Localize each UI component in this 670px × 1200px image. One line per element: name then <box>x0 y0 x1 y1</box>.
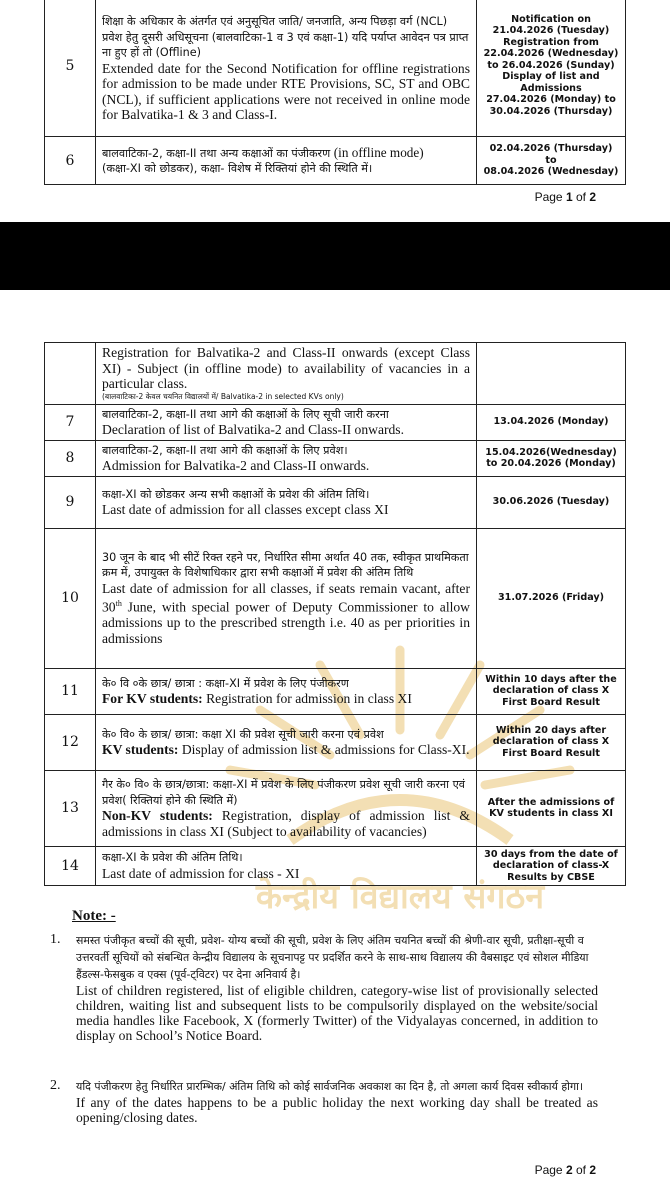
row-description <box>96 770 477 846</box>
page-label: Page <box>534 190 566 204</box>
row-number: 6 <box>45 137 96 185</box>
row-number: 5 <box>45 0 96 137</box>
row-description <box>96 714 477 770</box>
hindi-text: बालवाटिका-2, कक्षा-II तथा अन्य कक्षाओं का पंजीकरण <box>102 146 331 160</box>
english-text: Admission for Balvatika-2 and Class-II onwards. <box>102 458 370 473</box>
table-row <box>45 137 626 185</box>
english-text-line <box>102 691 470 707</box>
english-text: Last date of admission for class - XI <box>102 865 300 881</box>
table-row <box>45 0 626 137</box>
note-number: 1. <box>50 932 61 947</box>
table-row <box>45 440 626 476</box>
row-date: 15.04.2026(Wednesday) to 20.04.2026 (Monday) <box>477 440 626 476</box>
page-divider <box>0 222 670 290</box>
page-current: 2 <box>565 1163 573 1177</box>
hindi-text: के० वि ०के छात्र/ छात्रा : कक्षा-XI में प्रवेश के लिए पंजीकरण <box>102 676 349 690</box>
page-2 <box>0 290 670 1200</box>
english-text-line <box>102 742 470 758</box>
table-row <box>45 404 626 440</box>
row-description <box>96 528 477 668</box>
page-number <box>535 1163 596 1177</box>
english-text: Display of admission list & admissions for Class-XI. <box>178 742 470 757</box>
page-label: Page <box>534 1163 566 1177</box>
footnote-text: (बालवाटिका-2 केवल चयनित विद्यालयों में/ Balvatika-2 in selected KVs only) <box>102 391 344 401</box>
english-text: List of children registered, list of eligible children, category-wise list of provisionally selected children, waiting list and subsequent lists to be compulsorily displayed on the website/social media handles like Facebook, X (formerly Twitter) of the Vidyalayas concerned, in addition to display on School’s Notice Board. <box>76 983 598 1043</box>
row-number: 8 <box>45 440 96 476</box>
english-bold-label: Non-KV students: <box>102 808 213 823</box>
hindi-text: यदि पंजीकरण हेतु निर्धारित प्रारम्भिक/ अंतिम तिथि को कोई सार्वजनिक अवकाश का दिन है, तो अगला कार्य दिवस स्वीकार्य होगा। <box>76 1080 584 1093</box>
page-1 <box>0 0 670 222</box>
hindi-text: गैर के० वि० के छात्र/छात्रा: कक्षा-XI में प्रवेश के लिए पंजीकरण प्रवेश सूची जारी करना एवं प्रवेश( रिक्तियां होने की स्थिति में) <box>102 778 465 807</box>
row-date: Within 10 days after the declaration of class X First Board Result <box>477 668 626 714</box>
hindi-text: बालवाटिका-2, कक्षा-II तथा आगे की कक्षाओं के लिए सूची जारी करना <box>102 407 389 421</box>
row-date <box>477 0 626 137</box>
row-date: 30 days from the date of declaration of class-X Results by CBSE <box>477 846 626 886</box>
table-row <box>45 343 626 405</box>
row-date <box>477 137 626 185</box>
row-description <box>96 476 477 528</box>
hindi-text: शिक्षा के अधिकार के अंतर्गत एवं अनुसूचित जाति/ जनजाति, अन्य पिछड़ा वर्ग (NCL) प्रवेश हेतु दूसरी अधिसूचना (बालवाटिका-1 व 3 एवं कक्षा-1) यदि पर्याप्त आवेदन पत्र प्राप्त ना हुए हों तो (Offline) <box>102 15 469 60</box>
date-line: Notification on <box>511 13 591 25</box>
page-of: of <box>572 190 590 204</box>
row-date: 30.06.2026 (Tuesday) <box>477 476 626 528</box>
english-text: Last date of admission for all classes except class XI <box>102 502 389 517</box>
hindi-text: बालवाटिका-2, कक्षा-II तथा आगे की कक्षाओं के लिए प्रवेश। <box>102 443 348 457</box>
page-number <box>535 190 596 204</box>
english-text-line <box>102 808 470 839</box>
row-date <box>477 343 626 405</box>
page-total: 2 <box>589 1163 596 1177</box>
date-line: to <box>545 154 557 166</box>
english-inline: (in offline mode) <box>333 144 424 160</box>
page-of: of <box>572 1163 590 1177</box>
schedule-table-page-2 <box>44 342 626 886</box>
english-bold-label: KV students: <box>102 742 179 757</box>
row-description <box>96 668 477 714</box>
date-line: 21.04.2026 (Tuesday) <box>492 25 610 37</box>
date-line: 08.04.2026 (Wednesday) <box>483 166 619 178</box>
english-text: Registration, display of admission list & admissions in class XI (Subject to availability of vacancies) <box>102 808 470 839</box>
row-date: 13.04.2026 (Monday) <box>477 404 626 440</box>
table-row <box>45 714 626 770</box>
date-line: 30.04.2026 (Thursday) <box>489 105 613 117</box>
note-number: 2. <box>50 1078 61 1093</box>
schedule-table-page-1 <box>44 0 626 185</box>
row-number: 14 <box>45 846 96 886</box>
row-number <box>45 343 96 405</box>
date-line: to 26.04.2026 (Sunday) <box>487 59 615 71</box>
row-number: 13 <box>45 770 96 846</box>
english-text-line <box>102 581 470 647</box>
row-number: 9 <box>45 476 96 528</box>
table-row <box>45 770 626 846</box>
english-text: Declaration of list of Balvatika-2 and Class-II onwards. <box>102 422 404 437</box>
english-text: Registration for admission in class XI <box>202 691 412 706</box>
row-description <box>96 846 477 886</box>
row-number: 10 <box>45 528 96 668</box>
hindi-text: 30 जून के बाद भी सीटें रिक्त रहने पर, निर्धारित सीमा अर्थात 40 तक, स्वीकृत प्राथमिकता क्रम में, उपायुक्त के विशेषाधिकार द्वारा सभी कक्षाओं में प्रवेश की अंतिम तिथि <box>102 550 469 580</box>
note-title: Note: - <box>72 908 116 924</box>
english-bold-label: For KV students: <box>102 691 203 706</box>
page-current: 1 <box>565 190 573 204</box>
english-text: Extended date for the Second Notification for offline registrations for admission to be made under RTE Provisions, SC, ST and OBC (NCL), if sufficient applications were not received in online mode for Balvatika-1 & 3 and Class-I. <box>102 60 470 123</box>
row-number: 7 <box>45 404 96 440</box>
row-number: 12 <box>45 714 96 770</box>
row-date: After the admissions of KV students in class XI <box>477 770 626 846</box>
hindi-text: समस्त पंजीकृत बच्चों की सूची, प्रवेश- योग्य बच्चों की सूची, प्रवेश के लिए अंतिम चयनित बच्चों की श्रेणी-वार सूची, प्रतीक्षा-सूची व उत्तरवर्ती सूचियों को संबन्धित केन्द्रीय विद्यालय के सूचनापट्ट पर प्रदर्शित करने के साथ-साथ विद्यालय की वैबसाइट एवं सोशल मीडिया हैंडल्स-फेसबुक व एक्स (पूर्व-ट्विटर) पर देना अनिवार्य है। <box>76 934 589 981</box>
date-line: 22.04.2026 (Wednesday) <box>483 48 619 60</box>
date-line: Registration from <box>503 36 599 48</box>
row-description <box>96 440 477 476</box>
page-total: 2 <box>589 190 596 204</box>
hindi-text: के० वि० के छात्र/ छात्रा: कक्षा XI की प्रवेश सूची जारी करना एवं प्रवेश <box>102 727 384 741</box>
hindi-text-line <box>102 145 470 162</box>
table-row <box>45 476 626 528</box>
table-row <box>45 668 626 714</box>
date-line: 27.04.2026 (Monday) to <box>486 94 616 106</box>
date-line: Display of list and <box>502 71 600 83</box>
row-date: Within 20 days after declaration of class X First Board Result <box>477 714 626 770</box>
table-row <box>45 846 626 886</box>
english-text: If any of the dates happens to be a public holiday the next working day shall be treated as opening/closing dates. <box>76 1095 598 1125</box>
row-number: 11 <box>45 668 96 714</box>
hindi-text: कक्षा-XI के प्रवेश की अंतिम तिथि। <box>102 851 243 865</box>
hindi-text: कक्षा-XI को छोडकर अन्य सभी कक्षाओं के प्रवेश की अंतिम तिथि। <box>102 487 370 501</box>
row-description <box>96 343 477 405</box>
row-date: 31.07.2026 (Friday) <box>477 528 626 668</box>
english-text: Registration for Balvatika-2 and Class-II onwards (except Class XI) - Subject (in offline mode) to availability of vacancies in a particular class. <box>102 345 470 391</box>
ordinal-suffix: th <box>115 599 122 609</box>
date-line: Admissions <box>520 82 582 94</box>
note-item <box>50 932 598 1043</box>
english-text: Last date of admission for all classes, if seats remain vacant, after 30 <box>102 580 470 615</box>
note-item <box>50 1078 598 1125</box>
date-line: 02.04.2026 (Thursday) <box>489 143 613 155</box>
hindi-text: (कक्षा-XI को छोडकर), कक्षा- विशेष में रिक्तियां होने की स्थिति में। <box>102 162 373 175</box>
table-row <box>45 528 626 668</box>
row-description <box>96 0 477 137</box>
english-text-cont: June, with special power of Deputy Commissioner to allow admissions up to the prescribed strength i.e. 40 as per priorities in admissions <box>102 599 470 646</box>
row-description <box>96 404 477 440</box>
watermark-text: केन्द्रीय विद्यालय संगठन <box>255 877 545 917</box>
row-description <box>96 137 477 185</box>
